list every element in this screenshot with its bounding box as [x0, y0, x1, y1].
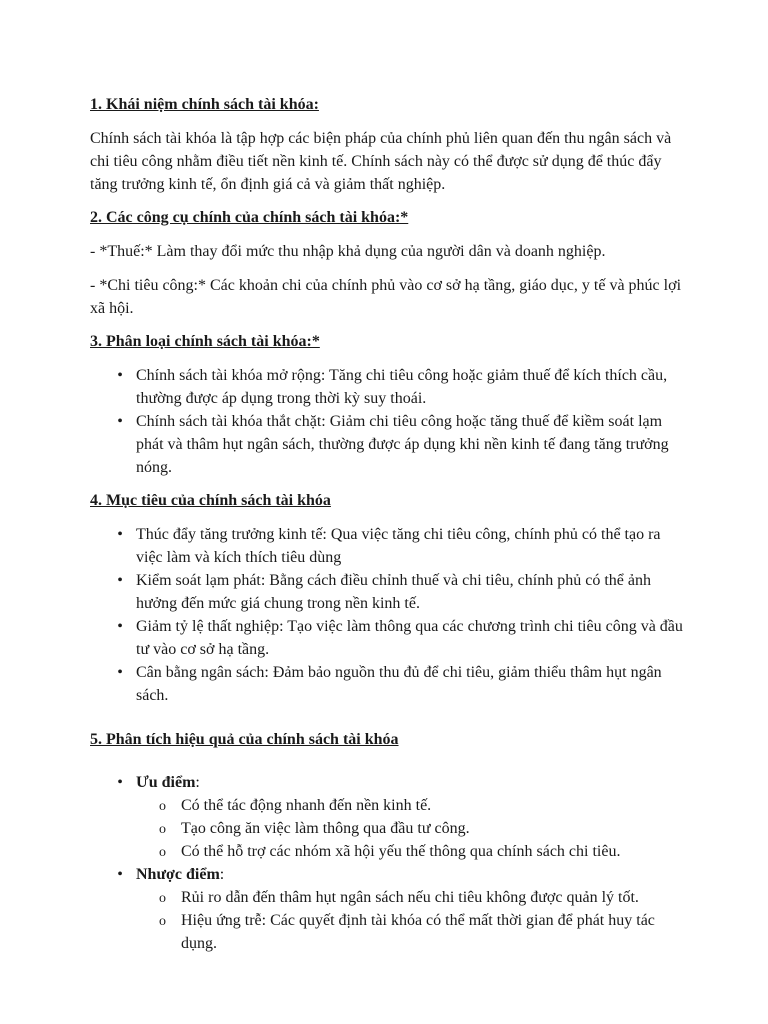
list-item — [159, 840, 690, 863]
section-2-heading: 2. Các công cụ chính của chính sách tài khóa:* — [90, 209, 409, 226]
bullet-icon: • — [117, 664, 123, 681]
section-1-body: Chính sách tài khóa là tập hợp các biện pháp của chính phủ liên quan đến thu ngân sách và chi tiêu công nhằm điều tiết nền kinh tế. Chính sách này có thể được sử dụng để thúc đẩy tăng trưởng kinh tế, ổn định giá cả và giảm thất nghiệp. — [90, 130, 672, 193]
list-item-text: Có thể tác động nhanh đến nền kinh tế. — [181, 797, 432, 814]
sub-bullet-icon: o — [159, 822, 166, 837]
advantages-label: Ưu điểm — [136, 774, 196, 791]
list-item-text: Kiểm soát lạm phát: Bằng cách điều chỉnh thuế và chi tiêu, chính phủ có thể ảnh hưởng đến mức giá chung trong nền kinh tế. — [136, 572, 651, 612]
advantages-sublist — [136, 794, 690, 863]
disadvantages-sublist — [136, 886, 690, 955]
list-item-text: Chính sách tài khóa thắt chặt: Giảm chi tiêu công hoặc tăng thuế để kiềm soát lạm phát và thâm hụt ngân sách, thường được áp dụng khi nền kinh tế đang tăng trưởng nóng. — [136, 413, 669, 476]
bullet-icon: • — [117, 367, 123, 384]
list-item-text: Có thể hỗ trợ các nhóm xã hội yếu thế thông qua chính sách chi tiêu. — [181, 843, 621, 860]
section-4-heading: 4. Mục tiêu của chính sách tài khóa — [90, 492, 331, 509]
section-2-item-spending: - *Chi tiêu công:* Các khoản chi của chính phủ vào cơ sở hạ tầng, giáo dục, y tế và phúc lợi xã hội. — [90, 277, 682, 317]
list-item — [159, 817, 690, 840]
disadvantages-label: Nhược điểm — [136, 866, 220, 883]
bullet-icon: • — [117, 572, 123, 589]
sub-bullet-icon: o — [159, 891, 166, 906]
list-item-text: Giảm tỷ lệ thất nghiệp: Tạo việc làm thông qua các chương trình chi tiêu công và đầu tư vào cơ sở hạ tầng. — [136, 618, 683, 658]
list-item-text: Hiệu ứng trễ: Các quyết định tài khóa có thể mất thời gian để phát huy tác dụng. — [181, 912, 655, 952]
disadvantages-item — [117, 863, 690, 955]
advantages-label-suffix: : — [195, 774, 200, 791]
section-3-list — [90, 364, 690, 479]
list-item — [117, 569, 690, 615]
section-1-heading: 1. Khái niệm chính sách tài khóa: — [90, 96, 319, 113]
section-3-heading: 3. Phân loại chính sách tài khóa:* — [90, 333, 320, 350]
section-2-item-tax: - *Thuế:* Làm thay đổi mức thu nhập khả dụng của người dân và doanh nghiệp. — [90, 243, 606, 260]
bullet-icon: • — [117, 413, 123, 430]
advantages-item — [117, 771, 690, 863]
list-item — [117, 615, 690, 661]
bullet-icon: • — [117, 774, 123, 791]
bullet-icon: • — [117, 618, 123, 635]
section-4-list — [90, 523, 690, 707]
list-item — [159, 886, 690, 909]
list-item — [117, 661, 690, 707]
list-item-text: Rủi ro dẫn đến thâm hụt ngân sách nếu chi tiêu không được quản lý tốt. — [181, 889, 639, 906]
list-item — [117, 523, 690, 569]
disadvantages-label-suffix: : — [219, 866, 225, 883]
list-item — [117, 410, 690, 479]
list-item-text: Chính sách tài khóa mở rộng: Tăng chi tiêu công hoặc giảm thuế để kích thích cầu, thường được áp dụng trong thời kỳ suy thoái. — [136, 367, 668, 407]
list-item — [159, 794, 690, 817]
list-item-text: Tạo công ăn việc làm thông qua đầu tư công. — [181, 820, 470, 837]
list-item-text: Cân bằng ngân sách: Đảm bảo nguồn thu đủ để chi tiêu, giảm thiểu thâm hụt ngân sách. — [136, 664, 662, 704]
section-5-list — [90, 771, 690, 955]
list-item-text: Thúc đẩy tăng trưởng kinh tế: Qua việc tăng chi tiêu công, chính phủ có thể tạo ra việc làm và kích thích tiêu dùng — [136, 526, 661, 566]
section-5-heading: 5. Phân tích hiệu quả của chính sách tài khóa — [90, 731, 399, 748]
bullet-icon: • — [117, 526, 123, 543]
sub-bullet-icon: o — [159, 799, 166, 814]
document-page — [90, 94, 690, 966]
list-item — [159, 909, 690, 955]
sub-bullet-icon: o — [159, 914, 166, 929]
sub-bullet-icon: o — [159, 845, 166, 860]
bullet-icon: • — [117, 866, 123, 883]
list-item — [117, 364, 690, 410]
